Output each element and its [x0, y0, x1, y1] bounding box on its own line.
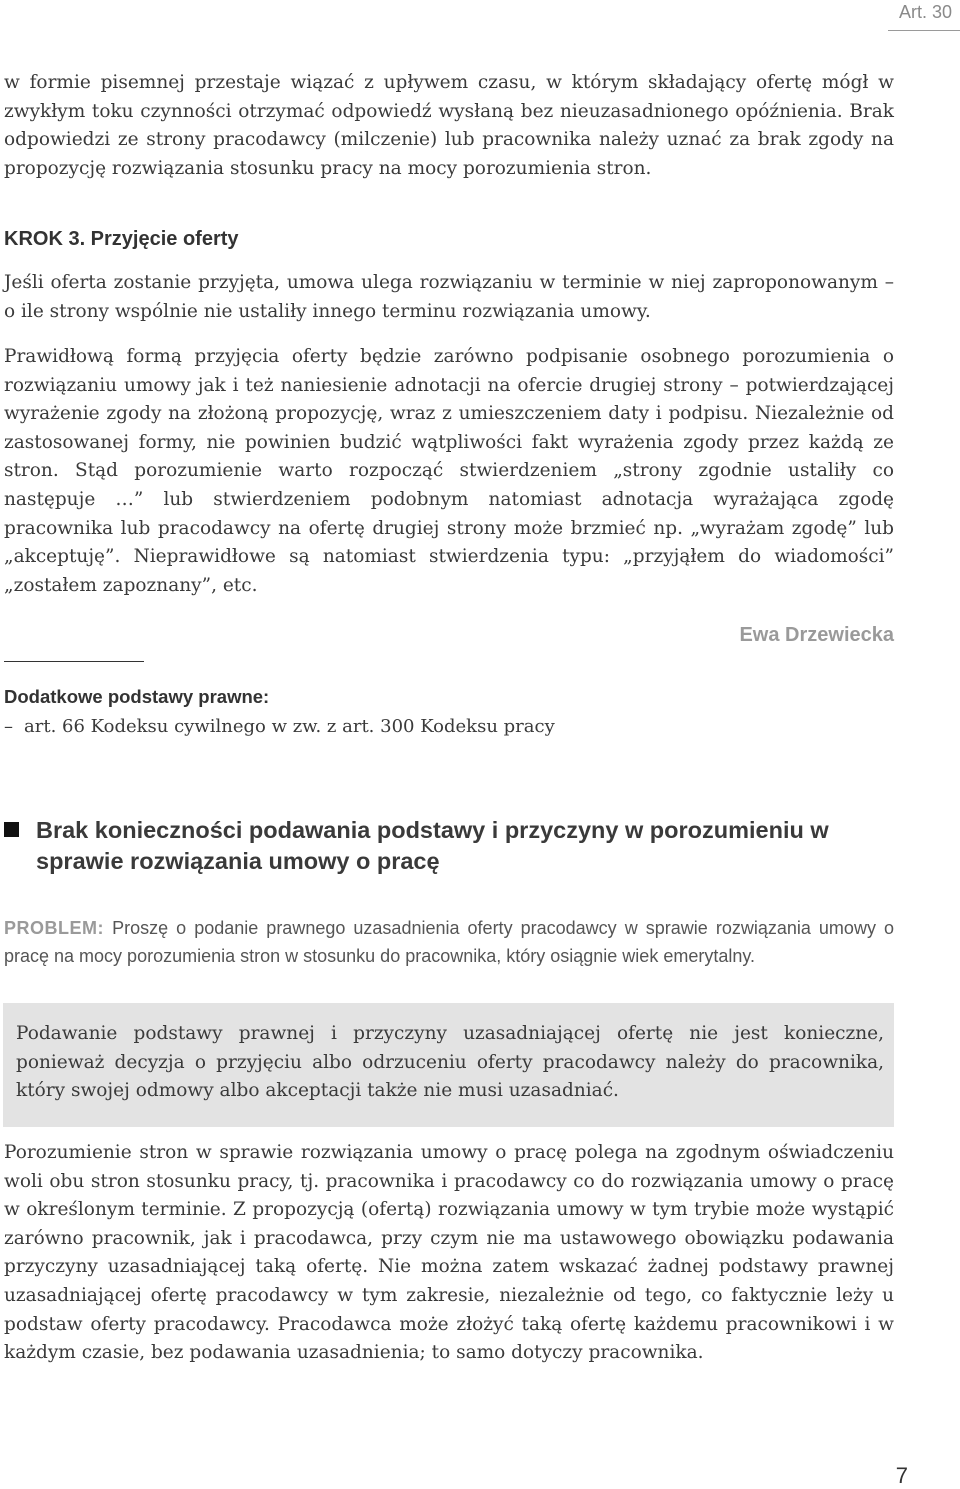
body-paragraph: Porozumienie stron w sprawie rozwiązania umowy o pracę polega na zgodnym oświadczeniu woli obu stron stosunku pracy, tj. pracownika i pracodawcy co do rozwiązania umowy o pracę w określonym terminie. Z propozycją (ofertą) rozwiązania umowy w tym trybie może wystąpić zarówno pracownik, jak i pracodawca, przy czym nie ma ustawowego obowiązku podawania przyczyny uzasadniającej taką ofertę. Nie można zatem wskazać żadnej podstawy prawnej uzasadniającej ofertę pracodawcy w tym zakresie, niezależnie od tego, co faktycznie leży u podstaw oferty pracodawcy. Pracodawca może złożyć taką ofertę każdemu pracownikowi i w każdym czasie, bez podawania uzasadnienia; to samo dotyczy pracownika. [4, 1142, 894, 1364]
main-paragraph: Prawidłową formą przyjęcia oferty będzie zarówno podpisanie osobnego porozumienia o rozwiązaniu umowy jak i też naniesienie adnotacji na ofercie drugiej strony – potwierdzającej wyrażenie zgody na złożoną propozycję, wraz z umieszczeniem daty i podpisu. Niezależnie od zastosowanej formy, nie powinien budzić wątpliwości fakt wyrażenia zgody przez każdą ze stron. Stąd porozumienie warto rozpocząć stwierdzeniem „strony zgodnie ustaliły co następuje …” lub stwierdzeniem podobnym natomiast adnotacja wyrażająca zgodę pracownika lub pracodawcy na ofertę drugiej strony może brzmieć np. „wyrażam zgodę” lub „akceptuję”. Nieprawidłowe są natomiast stwierdzenia typu: „przyjąłem do wiadomości” „zostałem zapoznany”, etc. [4, 346, 894, 596]
answer-text: Podawanie podstawy prawnej i przyczyny uzasadniającej ofertę nie jest konieczne, ponieważ decyzja o przyjęciu albo odrzuceniu oferty pracodawcy należy do pracownika, który swojej odmowy albo akceptacji także nie musi uzasadniać. [16, 1023, 884, 1102]
author-name: Ewa Drzewiecka [739, 624, 894, 646]
intro-paragraph: w formie pisemnej przestaje wiązać z upływem czasu, w którym składający ofertę mógł w zwykłym toku czynności otrzymać odpowiedź wysłaną bez nieuzasadnionego opóźnienia. Brak odpowiedzi ze strony pracodawcy (milczenie) lub pracownika należy uznać za brak zgody na propozycję rozwiązania stosunku pracy na mocy porozumienia stron. [4, 72, 894, 179]
problem-text: Proszę o podanie prawnego uzasadnienia oferty pracodawcy w sprawie rozwiązania umowy o pracę na mocy porozumienia stron w stosunku do pracownika, który osiągnie wiek emerytalny. [4, 918, 894, 966]
problem-paragraph [4, 915, 894, 970]
legal-basis-text: art. 66 Kodeksu cywilnego w zw. z art. 300 Kodeksu pracy [24, 716, 555, 737]
square-bullet-icon [4, 822, 19, 837]
answer-box [3, 1003, 894, 1127]
header-rule [888, 30, 960, 31]
page-number: 7 [895, 1463, 908, 1488]
article-label: Art. 30 [898, 2, 952, 22]
step-paragraph: Jeśli oferta zostanie przyjęta, umowa ulega rozwiązaniu w terminie w niej zaproponowanym – o ile strony wspólnie nie ustaliły innego terminu rozwiązania umowy. [4, 272, 894, 322]
legal-basis-title: Dodatkowe podstawy prawne: [4, 686, 270, 707]
separator-rule [4, 661, 144, 662]
section-title [4, 815, 904, 877]
section-title-text: Brak konieczności podawania podstawy i przyczyny w porozumieniu w sprawie rozwiązania umowy o pracę [36, 817, 829, 874]
problem-label: PROBLEM: [4, 918, 104, 938]
legal-basis-dash: – [4, 716, 13, 737]
legal-basis-item [4, 716, 555, 737]
step-heading: KROK 3. Przyjęcie oferty [4, 228, 239, 250]
